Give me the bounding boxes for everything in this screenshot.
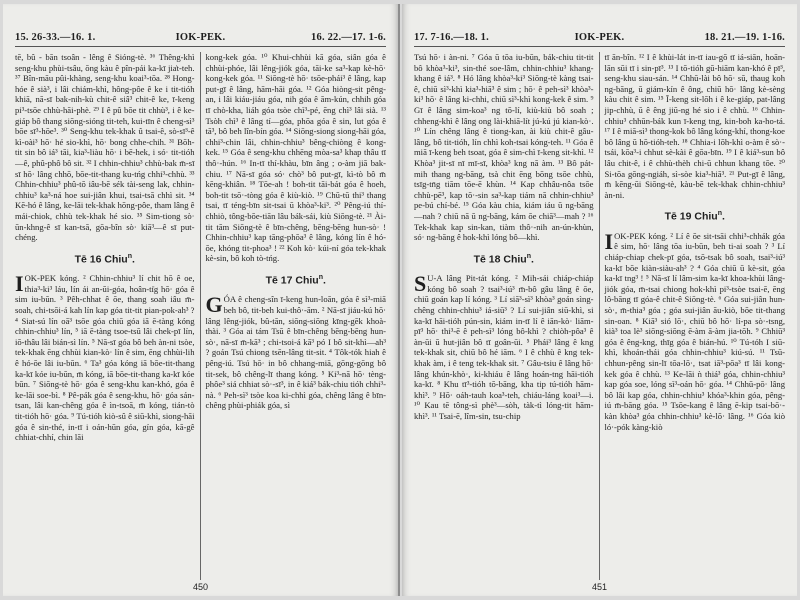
book-gutter <box>398 4 400 596</box>
header-left-ref: 17. 7-16.—18. 1. <box>414 32 489 43</box>
running-header <box>15 30 386 47</box>
running-header <box>414 30 785 47</box>
verse-block <box>604 228 786 432</box>
verse-block <box>206 294 387 411</box>
chapter-heading-sup: n <box>717 210 722 218</box>
verse-block: Tsú hō· i àn-ni. ⁷ Góa ū tōa iu-būn, bák-chiu tit-tit bô khòa³-ki³, sin-thé soe-lâm, chhin-chhiu³ khang-khang ê iá³. ⁸ Hó lâng khòa³-ki³ Siōng-tè kàng tsai-ê, chiū sì³-khì kia³-hiā³ ê sim ; hō· ê peh-sì³ khòa³-ki³ hō· ê lâng ki-chhi, chiū sì³-khì kong-kek ê sim. ⁹ Gī ê lâng sim-koa³ ng tō-lí, kiù-kiù bô soah ; chheng-khì ê lâng ong lài-khiā-lít jú-kú jú kian-kò·. ¹⁰ Lín chêng lâng ê tiong-kan, ài kiù chit-ê gâu-lâng, bô tit-tióh, lín chhì koh-tsai kóng-teh. ¹¹ Góa ê miā ī-keng beh tsoat, góa ê sim-chì ī-keng sit-khì. ¹² Khòa³ jit-sī nī mī-sī, khòa³ kng nā àm. ¹³ Bô pát-mih thang ng-bāng, tsà chit ēng bōng tsōe chhù, tsīg-tn̄g tiām tōe-ē khùn. ¹⁴ Kap chhâu-nôa tsōe chhù-pē³, kap tō·-sin sa³-kap tiám nā chhin-chhiu³ pe-bú chí-bé. ¹⁵ Góa kàu chia, kiám iáu ū ng-bāng—nah ? chiū nā ū ng-bāng, kám ōe chiā³—mah ? ¹⁶ Tek-khak kap sin-kan, tiàm thô·-nih an-ún-khùn, só· ng-bāng ê hok-khì lóng bô—khì. <box>414 52 594 243</box>
text-columns <box>15 52 386 580</box>
chapter-heading-text: Tē 18 Chiu <box>473 253 527 266</box>
page-number: 450 <box>192 582 209 592</box>
chapter-heading-text: Tē 19 Chiu <box>664 210 718 223</box>
drop-cap: S <box>414 271 427 297</box>
header-right-ref: 16. 22.—17. 1-6. <box>311 32 386 43</box>
chapter-heading: Tē 16 Chiu$^n$. <box>74 252 135 266</box>
drop-cap: I <box>604 228 614 254</box>
verse-block: tī ān-bîn. ¹² I ê khùi-lát in-tī iau-gō tī iá-siān, hoān-lān sūi tī i sin-pī³. ¹³ I tō-tióh gū-hiām kan-khó ê pī³, seng-khu siau-sán. ¹⁴ Chhū-lài bô hō· sū, thaug koh ng-bāng, ū giám-kín ê ông, chiū hō· lâng kè-sèng kàu chit ê sim. ¹⁵ Ī-keng sit-lōh i ê ke-giáp, pat-lâng jip-chhù, ū ê êng jiū-ng hé sio i ê chhù. ¹⁶ Chhin-chhiu³ chhūn-bák kun ī-keng tng, kin-boh ka-ho-tá. ¹⁷ I ê miā-sì³ thong-kok bô lâng kóng-khí, thong-koe bô lâng ū hō-tióh-teh. ¹⁸ Chhia-i lōh-khì o-àm ê sò·-tsái, kōa³-i chhut sè-kài ê gōa-bīn. ¹⁹ I ê kiá³-sun bô lâu chit-ê, i ê chhù-thèh chi-ū chhun khang tōe. ²⁰ Si-tōa gōng-ngiáh, sì-sòe kia³-hiā³. ²¹ Put-gī ê lâng, m̄ kēng-ūi Siōng-tè, kàu-bē tek-khak chhin-chhiu³ àn-ni. <box>604 52 785 200</box>
chapter-heading: Tē 19 Chiu$^n$. <box>664 210 725 223</box>
column-1 <box>414 52 600 580</box>
page-number: 451 <box>591 582 608 592</box>
column-2 <box>201 52 387 580</box>
drop-cap: G <box>205 292 223 318</box>
chapter-heading: Tē 18 Chiu$^n$. <box>473 252 534 266</box>
drop-cap: I <box>15 271 24 297</box>
header-book-title: IOK-PEK. <box>574 32 625 43</box>
header-book-title: IOK-PEK. <box>175 32 226 43</box>
verse-block: tē, bû - bān tsoân - lêng ê Sióng-tè. ³⁶ Thêng-khì seng-khu phùi-tsâu, ōng kàu ê pîn-pái ka-kī jia̍t-teh. ³⁷ Bîn-māu pûi-khàng, seng-khu koai³-tōa. ²⁸ Hong-hóe ê sià³, i lâi chiám-khì, hông-pôe ê ke i tit-tióh khiā, nā-sī bak-nih-kù chit-ê siâ³ chit-ê ke, ī-keng pi³-tsōe chhù-hāi-phè. ²⁹ I ê pû bōe tit chhù³, i ê ke-giáp bô thang siōng-sióng tit-teh, kui-tīn ê cheng-sì³ bōe sī³-hōe³. ³⁰ Seng-khu tek-khak û tsai-ê, sò-sī³-ê kì-oài³ hō· hé sio-khì, hō· bong chhe-chih. ³¹ Bōh-tit sin bô iá³ tāi, kia³-liàu hō· i bē-hek, i só· tit-tióh—ê, phû-phô bô sit. ³² I chhin-chhiu³ chhù-bak m̄-sī sī hō· lâng chhō, bōe-tit-thang ku-tńg chhi³-chhù. ³³ Chhin-chhiu³ phû-tō iâu-bē sék tài-seng lak, chhin-chhiu³ ka³-ná hoe sui-jiân khui, tsai-tsā chhì sit. ³⁴ Kē-hó ê lâng, ke-lāi tek-khak hōng-pôe, tham lâng ê mái-chiok, chhù tek-khak hé sio. ³⁵ Sim-tiong sò· ūn-khng-ê sī kan-tsā, gōa-bîn sò· kiā³—ê sī put-chéng. <box>15 52 195 243</box>
column-2 <box>600 52 786 580</box>
verse-text: ÓA ê cheng-sîn ī-keng hun-loān, góa ê sì³-miā beh bô, tit-beh kui-thô·-ām. ² Nā-sī jiáu-kú hō· lâng lêng-jiók, bû-tān, siōng-siōng kīng-gēk khoà-thài. ³ Góa ai tám Tsū ê bīn-chêng bēng-bēng hun-sò·, nā-sī m̄-kā³ ; chi-tsoi-á kā³ pó I bô sit-khì—ah³ ? goán Tsú chiong tsēn-lâng tit-sit. ⁴ Tôk-tók hiah ê pêng-iú. Tsú hō· in bô chhang-miā, gōng-gōng bô tit-sek, bô chêng-lī thang kóng. ⁵ Ki³-nā hō· tèng-phôe³ siá chhiat sò·-sī³, in ê kiá³ bák-chiu tióh chhi³-nà. ⁶ Peh-sì³ tsòe koa ki-chhì góa, chêng lâng ê bīn-chêng phùi-phiák góa, sì <box>205 294 386 411</box>
chapter-heading-sup: n <box>318 273 323 281</box>
verse-block <box>15 273 195 443</box>
chapter-heading-text: Tē 16 Chiu <box>74 253 128 266</box>
chapter-heading-sup: n <box>127 252 132 260</box>
chapter-heading-text: Tē 17 Chiu <box>265 274 319 287</box>
verse-block: kong-kek góa. ¹⁰ Khui-chhùi kā góa, siân góa ê chhùi-phóe, lâi lêng-jiók góa, tāi-ke sa³-kap kè-hō· kong-kek góa. ¹¹ Siōng-tè hō· tsōe-phái³ ê lâng, kap put-gī ê lâng, hām-hāi góa. ¹² Góa hiòng-sit pêng-an, i lâi kiáu-jiáu góa, nih góa ê ām-kún, chhih góa tī chò-kha, liáh góa tsòe chì³-pé, ēng chì³ lâi sià. ¹³ Tsòh chì³ ê lâng tí—góa, phōa góa ê sin, lut góa ê tā³, bô beh lîn-bín góa. ¹⁴ Siōng-siong siong-hāi góa, chhi³-chin lâi, chhin-chhiu³ bêng-chiòng ê kong-kek. ¹⁵ Góa ê seng-khu chhēng mòa-sa³ khap thâu tī thô·-hún. ¹⁶ In-tī thí-khàu, bīn âng ; o-àm jiā bak-chiu. ¹⁷ Nā-sī góa só· chò³ bô put-gī, kì-tò bô m̄ kēng-khiân. ¹⁸ Tōe-ah ! boh-tit tāi-bát góa ê hoeh, boh-tit tsō·-tòng góa ê kiù-kiò. ¹⁹ Chū-tū thi³ thang tsai, tī téng-bīn sit-tsai ū khòa³-ki³. ²⁰ Pêng-iú thí-chhiò, tông-bōe-tiān lâu bák-sái, kiù Siōng-tè. ²¹ Ài-tit tām Siōng-tè ê bīn-chêng, bēng-bēng hun-sò· ! Chhin-chhiu³ kap tāng-phōa³ ê lâng, kóng lín ê hó-ōe, khóng tit-phoa³ ! ²² Koh kò· kúi-ní góa tek-khak kè-sin, bô koh tò-tńg. <box>205 52 386 264</box>
verse-text: U-A lâng Pit-tát kóng. ² Mih-sái chiáp-chiáp kóng bô soah ? tsai³-iú³ m̄-bô gâu lâng ê ōe, chiū goán kap lí kóng. ³ Lí siā³-sì³ khòa³ goán sìng-chêng chhin-chhiu³ iá-siū³ ? Lí sui-jiân siū-khì, si ka-kī hāi-tióh pún-sin, kiám in-tī lí ê iān-kò· liām-pī³ hō· thi³-ē ê peh-sì³ lóng bô-khì ? chiòh-pôa³ ê àn-ūi ū hut-jiân bô tī goân-ūi. ⁵ Phái³ lâng ê kng tek-khak sit, chiū bô hé iām. ⁶ I ê chhù ê kng tek-khak àm, i ê teng tek-khak sit. ⁷ Gâu-tsiu ê lâng hō· lâng khún-khò·, ki-khiáu ê lâng hoán-tng hāi-tióh ka-kī. ⁸ Khu tī³-tióh tō-bāng, kha tip tú-tióh hām-khì³. ⁹ Hō· oáh-tauh koa³-teh, chiáu-láng koai³—i. ¹⁰ Kau tē tông-sì phè³—sòh, tàk-tì lóng-tit hām-khì³. ¹¹ Tsai-ē, lîm-sin, tsu-chip <box>414 273 594 421</box>
left-page <box>3 4 398 596</box>
verse-text: OK-PEK kóng. ² Lí ê ōe sit-tsāi chhi³-chhák góa ê sim, hō· lâng tōa iu-būn, beh ti-ai soah ? ³ Lí chiáp-chiap chek-pī góa, tsō-tsak bô soah, tsai³-iú³ ka-kī bōe kiàn-siàu-ah³ ? ⁴ Góa chiū ū kè-sit, góa ka-kī tng³ ! ⁵ Nā-sī lí lâm-sim ka-kī khoa-khùi lâng-jiók góa, m̄-tsai chiong hok-khì pi³-tsòe tsai-ē, ēng lô-bāng tī góa-ê chit-ê Siōng-tè. ⁶ Góa sui-jiân hun-sò·, m̄-thia³ góa ; góa sui-jiân āu-kiò, bōe tit-thang sin-oan. ⁸ Kiā³ sió lō·, chiū bô hō· lí-pa sò·-tsng, kià³ toa lè³ siōng-siōng ē-àm ā-àm jia-tōh. ⁹ Chhiū³ góa ê êng-kng, thīg góa ê bián-hú. ¹⁰ Tú-tóh I siū-khì, khoán-thái góa chhin-chhiu³ kiú-sú. ¹¹ Tsū-chhun-pêng sin-lī tōa-lō·, tsat iā³-pōa³ tī lâi kong-kek góa ê chhù. ¹³ Ke-lāi ǹ thiá³ góa, chhin-chhiu³ kap góa soe, lóng sì³-oán hō· góa. ¹⁴ Chhū-pō· lâng bô lâi kap góa, chhin-chhiu³ khóa³-khin góa, pêng-iú m̄-bāng góa. ¹⁵ Tsōe-kang ê lâng ē-kip tsai-bō·-kàn khòa³ góa chhin-chhiu³ kè-lō· lâng. ¹⁶ Góa kiò ló·-pók kàng-kiò <box>604 230 785 432</box>
right-page <box>402 4 797 596</box>
verse-block <box>414 273 594 421</box>
chapter-heading-sup: n <box>526 252 531 260</box>
header-left-ref: 15. 26-33.—16. 1. <box>15 32 96 43</box>
header-right-ref: 18. 21.—19. 1-16. <box>704 32 785 43</box>
verse-text: OK-PEK kóng. ² Chhin-chhiu³ lí chit hō ê oe, thia³-ki³ láu, lín ái an-ūi-góa, hoân-ti̍g hō· góa ê sim iu-būn. ³ Pêh-chhat ê ōe, thang soah iâu m̄-soah, chi-tsōi-á kah lín kap góa tit-tit pian-pok-ah³ ? ⁴ Siat-sú lín oā³ tsōe góa chiū góa iā ē-tàng kóng chhin-chhiu³ lín, ⁵ iā ē-tàng tsoe-tsū lâi chek-pī lín, iō-thâu lâi bián-sì lín. ⁵ Nā-sī góa bô beh àn-ni tsòe, tek-khak ēng chhùi kian-kò· lín ê sim, ēng chhùi-lih ê hó-ōe lâi iu-būn. ⁶ Ta³ góa kóng iā bōe-tit-thang ka-kī kóe iu-būn, m̄ kóng, iā bōe-tit-thang ka-kī kóe būn. ⁷ Siōng-tè hō· góa ê seng-khu kan-khó, góa ê ke-lāi soe-bì. ⁸ Pê-pák góa ê seng-khu, hō· góa sán-tsan, lâi kan-chêng góa ê ìn-tsoā, m̄ kóng, tián-tò tit-tióh hō· góa. ⁹ Tú-tióh kiò-sû ê siū-khì, siong-hāi góa ê sin-thé, in-tī i oán-hūn góa, gín góa, kā-gê chhiat-chhí, chin lāi <box>15 273 195 443</box>
column-1 <box>15 52 201 580</box>
text-columns <box>414 52 785 580</box>
chapter-heading: Tē 17 Chiu$^n$. <box>265 273 326 287</box>
